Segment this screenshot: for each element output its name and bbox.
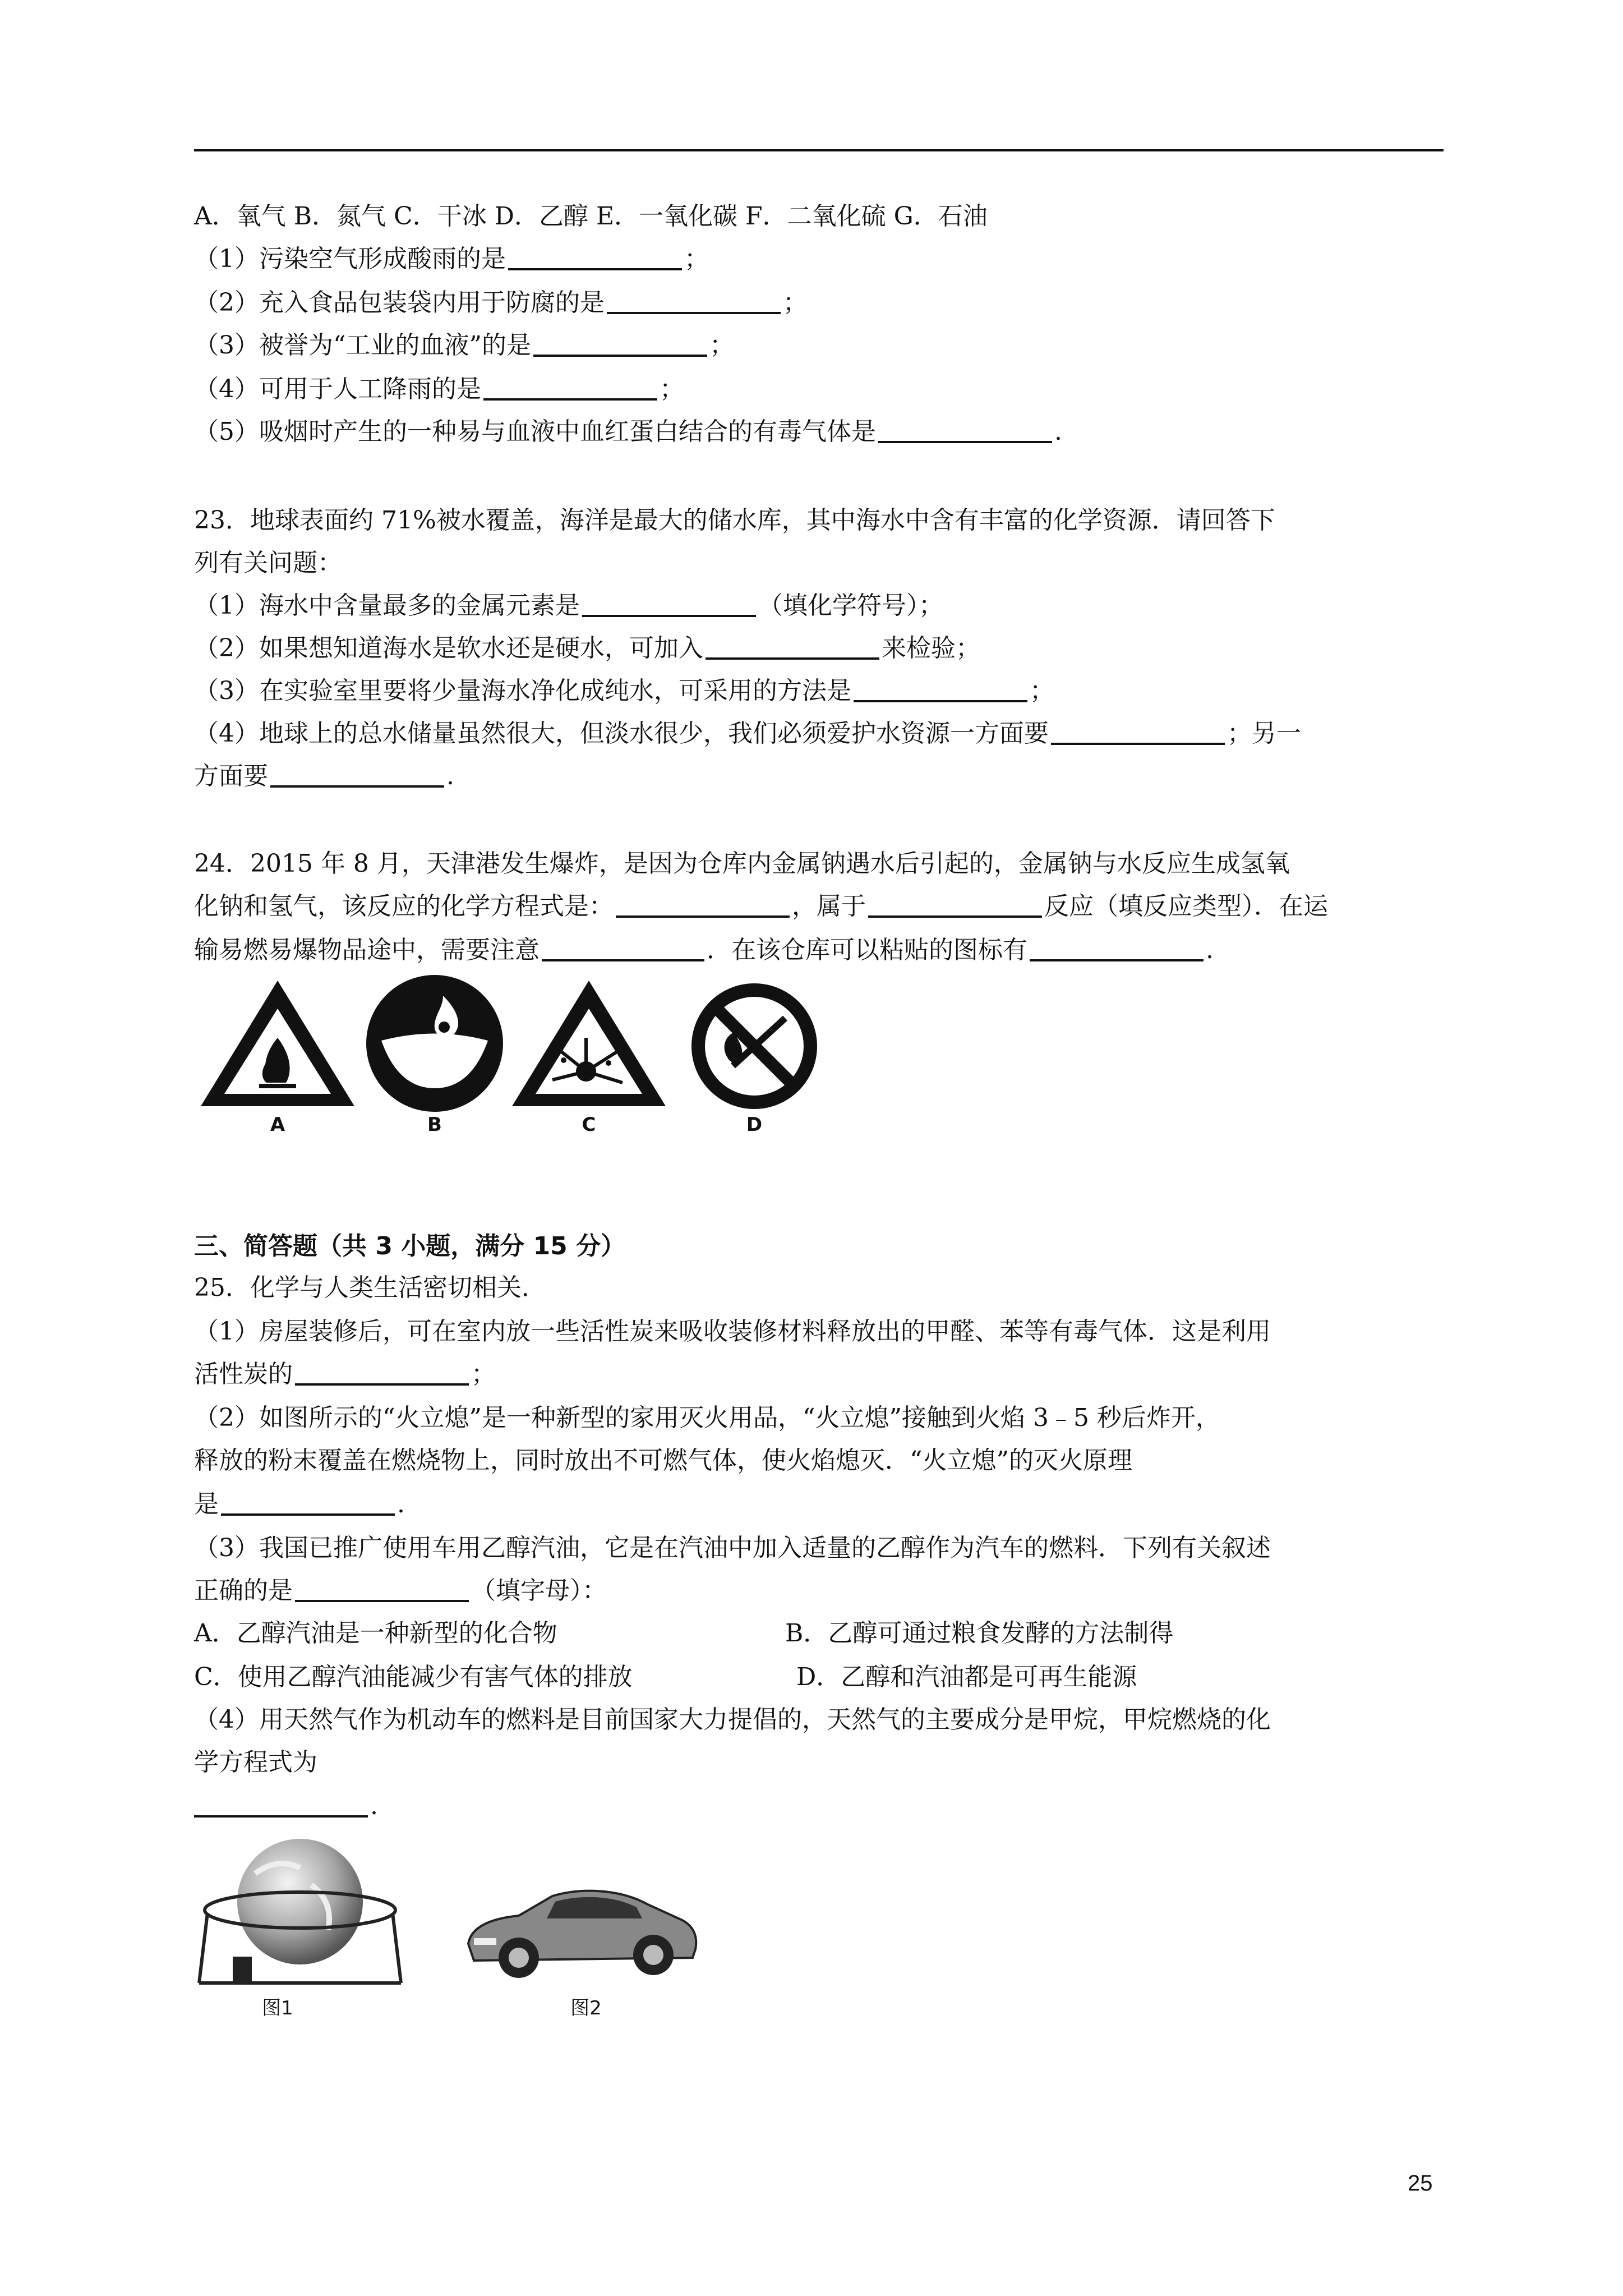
- water-reactive-icon: [359, 973, 510, 1114]
- icon-label-a: A: [270, 1114, 285, 1136]
- figure-2-caption: 图2: [570, 1997, 602, 2019]
- answer-blank[interactable]: [582, 590, 756, 617]
- q23-stem-2: 列有关问题：: [194, 549, 342, 577]
- answer-blank[interactable]: [1051, 718, 1225, 745]
- q23-item-4: （4）地球上的总水储量虽然很大，但淡水很少，我们必须爱护水资源一方面要 ；另一: [194, 719, 1301, 748]
- answer-blank[interactable]: [706, 633, 879, 660]
- figure-1-caption: 图1: [262, 1997, 293, 2019]
- flammable-warning-icon: [196, 976, 359, 1111]
- answer-blank[interactable]: [533, 330, 707, 357]
- icon-label-d: D: [746, 1114, 763, 1136]
- explosive-warning-icon: [508, 976, 670, 1111]
- q22-options: A．氧气 B．氮气 C．干冰 D．乙醇 E．一氧化碳 F．二氧化硫 G．石油: [194, 202, 988, 231]
- q25-p2-line1: （2）如图所示的“火立熄”是一种新型的家用灭火用品，“火立熄”接触到火焰 3﹣5 秒后炸开，: [194, 1404, 1220, 1432]
- q25-p2-line2: 释放的粉末覆盖在燃烧物上，同时放出不可燃气体，使火焰熄灭．“火立熄”的灭火原理: [194, 1446, 1132, 1475]
- q25-p4-line1: （4）用天然气作为机动车的燃料是目前国家大力提倡的，天然气的主要成分是甲烷，甲烷燃烧的化: [194, 1705, 1271, 1734]
- section-heading: 三、简答题（共 3 小题，满分 15 分）: [194, 1232, 626, 1260]
- no-fire-icon: [687, 979, 822, 1114]
- icon-label-c: C: [582, 1114, 596, 1136]
- page-number: 25: [1408, 2171, 1433, 2196]
- answer-blank[interactable]: [854, 675, 1027, 702]
- q25-option-c: C．使用乙醇汽油能减少有害气体的排放: [194, 1663, 633, 1691]
- q22-item-3: （3）被誉为“工业的血液”的是 ；: [194, 331, 734, 360]
- answer-blank[interactable]: [542, 935, 704, 961]
- q23-item-3: （3）在实验室里要将少量海水净化成纯水，可采用的方法是 ；: [194, 677, 1054, 705]
- q25-option-b: B．乙醇可通过粮食发酵的方法制得: [785, 1619, 1174, 1648]
- q25-p1-line1: （1）房屋装修后，可在室内放一些活性炭来吸收装修材料释放出的甲醛、苯等有毒气体．这是利用: [194, 1317, 1271, 1346]
- q23-item-4-cont: 方面要 .: [194, 762, 454, 790]
- q25-p4-line2: 学方程式为: [194, 1748, 317, 1777]
- q25-p2-line3: 是 .: [194, 1490, 405, 1519]
- answer-blank[interactable]: [194, 1791, 368, 1818]
- answer-blank[interactable]: [508, 243, 682, 270]
- q23-stem-1: 23．地球表面约 71%被水覆盖，海洋是最大的储水库，其中海水中含有丰富的化学资源．请回答下: [194, 506, 1275, 535]
- q25-option-d: D．乙醇和汽油都是可再生能源: [796, 1663, 1137, 1691]
- answer-blank[interactable]: [878, 416, 1052, 443]
- answer-blank[interactable]: [1030, 935, 1204, 961]
- q22-item-5: （5）吸烟时产生的一种易与血液中血红蛋白结合的有毒气体是 .: [194, 417, 1062, 446]
- car-figure: [457, 1871, 704, 1983]
- answer-blank[interactable]: [295, 1359, 469, 1386]
- answer-blank[interactable]: [221, 1489, 395, 1516]
- q25-p3-line2: 正确的是 （填字母）：: [194, 1576, 607, 1605]
- q25-intro: 25．化学与人类生活密切相关．: [194, 1273, 546, 1302]
- answer-blank[interactable]: [607, 287, 781, 314]
- q25-p4-line3: .: [194, 1788, 378, 1824]
- q24-stem-1: 24．2015 年 8 月，天津港发生爆炸，是因为仓库内金属钠遇水后引起的，金属钠与水反应生成氢氧: [194, 849, 1290, 878]
- q25-p3-line1: （3）我国已推广使用车用乙醇汽油，它是在汽油中加入适量的乙醇作为汽车的燃料．下列有关叙述: [194, 1534, 1271, 1562]
- answer-blank[interactable]: [295, 1575, 469, 1602]
- q24-stem-3: 输易燃易爆物品途中，需要注意 ．在该仓库可以粘贴的图标有 .: [194, 936, 1214, 964]
- q23-item-1: （1）海水中含量最多的金属元素是 （填化学符号）；: [194, 591, 943, 620]
- q22-item-2: （2）充入食品包装袋内用于防腐的是 ；: [194, 288, 808, 317]
- answer-blank[interactable]: [270, 761, 444, 788]
- q25-option-a: A．乙醇汽油是一种新型的化合物: [194, 1619, 557, 1648]
- answer-blank[interactable]: [868, 891, 1042, 918]
- answer-blank[interactable]: [616, 891, 790, 918]
- q23-item-2: （2）如果想知道海水是软水还是硬水，可加入 来检验；: [194, 634, 980, 662]
- header-rule: [194, 149, 1444, 151]
- q24-stem-2: 化钠和氢气，该反应的化学方程式是： ，属于 反应（填反应类型）．在运: [194, 892, 1328, 921]
- answer-blank[interactable]: [483, 374, 657, 401]
- q22-item-1: （1）污染空气形成酸雨的是 ；: [194, 245, 709, 273]
- fire-extinguisher-ball-figure: [193, 1834, 407, 1991]
- q22-item-4: （4）可用于人工降雨的是 ；: [194, 375, 684, 403]
- q25-p1-line2: 活性炭的 ；: [194, 1360, 496, 1388]
- icon-label-b: B: [427, 1114, 442, 1136]
